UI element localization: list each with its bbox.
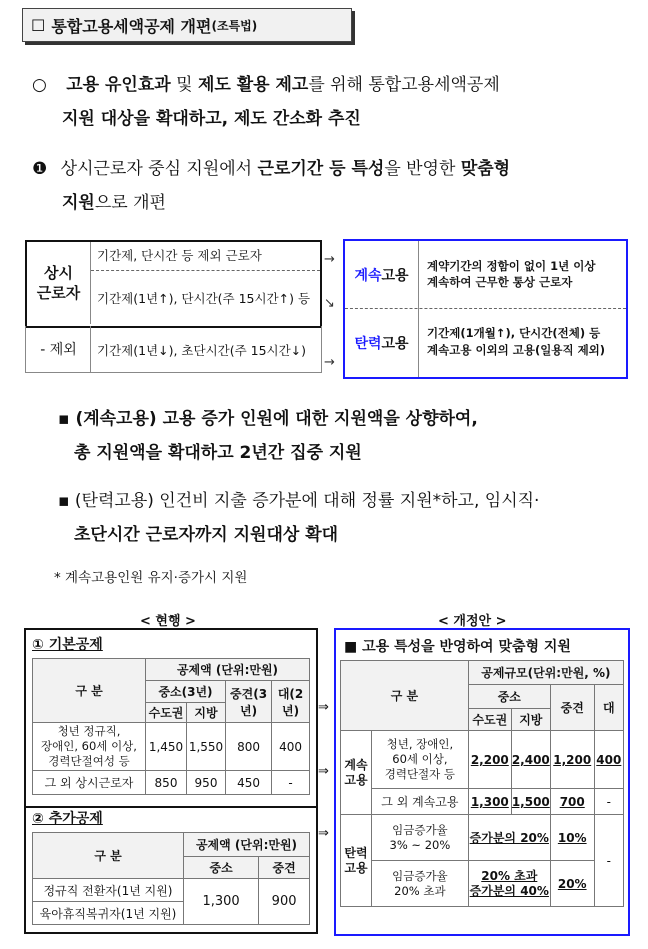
- p1-line2: 지원 대상을 확대하고, 제도 간소화 추진: [62, 109, 361, 129]
- cell-value: -: [594, 789, 623, 815]
- additional-table: [32, 832, 310, 925]
- cell-value: -: [272, 771, 310, 795]
- flexible-label-b: 고용: [381, 336, 409, 352]
- dashed-divider: [91, 270, 320, 271]
- title-suffix: (조특법): [211, 18, 258, 33]
- row-label: 육아휴직복귀자(1년 지원): [33, 902, 184, 925]
- cell-value: 20% 초과 증가분의 40%: [468, 861, 550, 907]
- col-sme: 중소: [184, 857, 259, 879]
- cell-value: 950: [187, 771, 226, 795]
- flexible-desc: 기간제(1개월↑), 단시간(전체) 등 계속고용 이외의 고용(일용직 제외): [427, 326, 606, 357]
- arrow-right-icon: →: [324, 252, 335, 267]
- cell-value: 700: [550, 789, 594, 815]
- row-label: 정규직 전환자(1년 지원): [33, 879, 184, 902]
- fixed-term-row: 기간제(1년↑), 단시간(주 15시간↑) 등: [97, 291, 311, 306]
- circle-bullet: ○: [32, 75, 47, 95]
- col-amount: 공제액 (단위:만원): [184, 833, 310, 857]
- col-large: 대: [594, 685, 623, 731]
- cell-value: 1,450: [146, 723, 187, 771]
- col-amount: 공제액 (단위:만원): [146, 659, 310, 681]
- arrow-diagonal-icon: ↘: [324, 296, 335, 311]
- cell-value: 1,550: [187, 723, 226, 771]
- col-scale: 공제규모(단위:만원, %): [468, 661, 623, 685]
- flexible-label-a: 탄력: [354, 336, 382, 352]
- cell-value: 900: [259, 879, 310, 925]
- cell-value: 800: [226, 723, 272, 771]
- p1-text-1: 및: [170, 75, 198, 95]
- col-gubun: 구 분: [33, 833, 184, 879]
- diagram-left: [25, 240, 320, 375]
- bullet-flexible: [58, 484, 648, 552]
- row-label: 청년 정규직, 장애인, 60세 이상, 경력단절여성 등: [33, 723, 146, 771]
- row-label: 그 외 상시근로자: [33, 771, 146, 795]
- paragraph-2: [32, 152, 632, 220]
- regular-worker-label: 상시 근로자: [27, 242, 91, 324]
- p2-emph-3: 지원: [62, 193, 95, 213]
- excluded-workers-row: 기간제, 단시간 등 제외 근로자: [97, 248, 262, 263]
- flexible-label: 탄력 고용: [341, 815, 372, 907]
- p2-text-1: 상시근로자 중심 지원에서: [60, 159, 258, 179]
- revised-title: ■ 고용 특성을 반영하여 맞춤형 지원: [344, 639, 571, 655]
- cell-value: 400: [272, 723, 310, 771]
- p1-emph-2: 제도 활용 제고: [197, 75, 309, 95]
- revised-table: [340, 660, 624, 907]
- cell-value: 1,200: [550, 731, 594, 789]
- row-label: 청년, 장애인, 60세 이상, 경력단절자 등: [372, 731, 469, 789]
- bullet-continuous: [58, 402, 638, 470]
- p1-text-2: 를 위해 통합고용세액공제: [308, 75, 500, 95]
- bullet-continuous-line1: ▪ (계속고용) 고용 증가 인원에 대한 지원액을 상향하여,: [58, 409, 478, 429]
- short-term-row: 기간제(1년↓), 초단시간(주 15시간↓): [97, 343, 307, 358]
- col-mid: 중견: [259, 857, 310, 879]
- continuous-label-a: 계속: [354, 268, 382, 284]
- double-arrow-icon: ⇒: [318, 700, 329, 715]
- arrow-right-icon: →: [324, 355, 335, 370]
- current-basic-box: [24, 628, 318, 808]
- col-mid: 중견: [550, 685, 594, 731]
- col-gubun: 구 분: [33, 659, 146, 723]
- col-metro: 수도권: [468, 709, 511, 731]
- cell-value: 850: [146, 771, 187, 795]
- section-title: [22, 8, 352, 42]
- diagram-right: [343, 239, 628, 379]
- flexible-employment-label: [345, 309, 418, 377]
- bullet-flexible-line2: 초단시간 근로자까지 지원대상 확대: [74, 525, 339, 545]
- continuous-employment-label: [345, 241, 418, 309]
- col-large: 대(2년): [272, 681, 310, 723]
- continuous-desc: 계약기간의 정함이 없이 1년 이상 계속하여 근무한 통상 근로자: [427, 259, 596, 289]
- revised-box: [334, 628, 630, 936]
- cell-value: 1,300: [184, 879, 259, 925]
- p2-text-2: 을 반영한: [384, 159, 461, 179]
- row-label: 임금증가율 20% 초과: [372, 861, 469, 907]
- bullet-continuous-line2: 총 지원액을 확대하고 2년간 집중 지원: [74, 443, 362, 463]
- current-additional-box: [24, 804, 318, 934]
- double-arrow-icon: ⇒: [318, 826, 329, 841]
- revised-heading: < 개정안 >: [438, 614, 507, 629]
- col-local: 지방: [511, 709, 550, 731]
- cell-value: -: [594, 815, 623, 907]
- double-arrow-icon: ⇒: [318, 764, 329, 779]
- number-one-bullet: ❶: [32, 159, 48, 179]
- cell-value: 10%: [550, 815, 594, 861]
- continuous-label-b: 고용: [381, 268, 409, 284]
- cell-value: 2,200: [468, 731, 511, 789]
- cell-value: 증가분의 20%: [468, 815, 550, 861]
- title-text: 통합고용세액공제 개편: [51, 16, 212, 36]
- col-mid: 중견(3년): [226, 681, 272, 723]
- col-metro: 수도권: [146, 703, 187, 723]
- p2-emph-2: 맞춤형: [460, 159, 511, 179]
- row-label: 그 외 계속고용: [372, 789, 469, 815]
- cell-value: 20%: [550, 861, 594, 907]
- row-label: 임금증가율 3% ~ 20%: [372, 815, 469, 861]
- bullet-flexible-line1: ▪ (탄력고용) 인건비 지출 증가분에 대해 정률 지원*하고, 임시직·: [58, 491, 540, 511]
- excluded-label: - 제외: [27, 326, 91, 372]
- col-sme: 중소(3년): [146, 681, 226, 703]
- current-heading: < 현행 >: [140, 614, 196, 629]
- vertical-divider: [418, 241, 419, 377]
- p2-text-3: 으로 개편: [94, 193, 166, 213]
- col-gubun: 구 분: [341, 661, 469, 731]
- paragraph-1: [32, 68, 632, 136]
- p1-emph-1: 고용 유인효과: [66, 75, 171, 95]
- cell-value: 450: [226, 771, 272, 795]
- p2-emph-1: 근로기간 등 특성: [257, 159, 385, 179]
- cell-value: 1,500: [511, 789, 550, 815]
- cell-value: 1,300: [468, 789, 511, 815]
- cell-value: 400: [594, 731, 623, 789]
- continuous-label: 계속 고용: [341, 731, 372, 815]
- cell-value: 2,400: [511, 731, 550, 789]
- col-local: 지방: [187, 703, 226, 723]
- footnote: * 계속고용인원 유지·증가시 지원: [54, 570, 248, 586]
- additional-title: ② 추가공제: [32, 811, 103, 827]
- col-sme: 중소: [468, 685, 550, 709]
- basic-title: ① 기본공제: [32, 637, 103, 653]
- basic-table: [32, 658, 310, 795]
- checkbox-icon: ☐: [31, 15, 46, 35]
